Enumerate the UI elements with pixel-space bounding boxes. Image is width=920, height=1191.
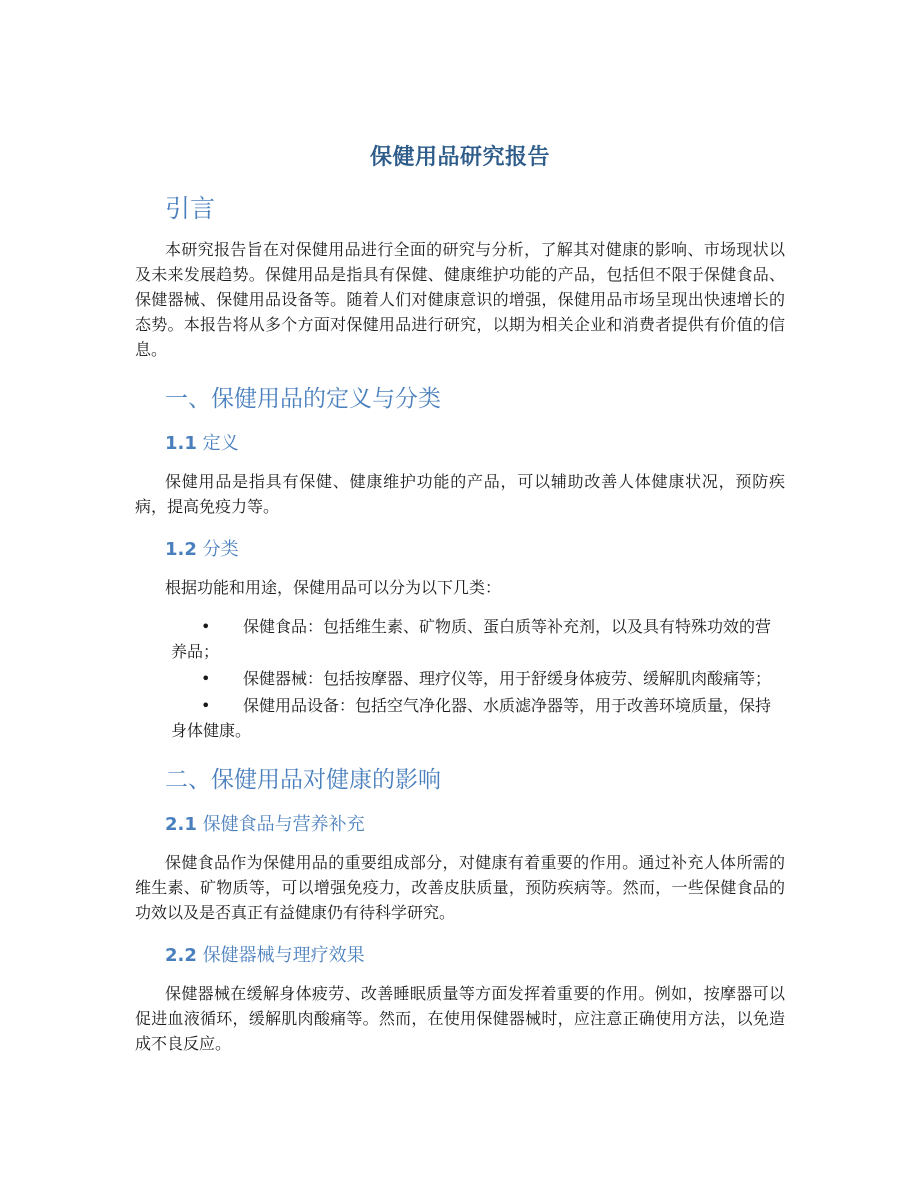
section1-2-heading: [165, 535, 785, 561]
section2-1-paragraph: 保健食品作为保健用品的重要组成部分，对健康有着重要的作用。通过补充人体所需的维生素、矿物质等，可以增强免疫力，改善皮肤质量，预防疾病等。然而，一些保健食品的功效以及是否真正有益健康仍有待科学研究。: [135, 853, 785, 922]
list-item-text: 保健用品设备：包括空气净化器、水质滤净器等，用于改善环境质量，保持身体健康。: [171, 696, 772, 740]
list-item-text: 保健器械：包括按摩器、理疗仪等，用于舒缓身体疲劳、缓解肌肉酸痛等；: [243, 669, 772, 688]
classification-list: [135, 614, 785, 743]
intro-paragraph: 本研究报告旨在对保健用品进行全面的研究与分析，了解其对健康的影响、市场现状以及未来发展趋势。保健用品是指具有保健、健康维护功能的产品，包括但不限于保健食品、保健器械、保健用品设备等。随着人们对健康意识的增强，保健用品市场呈现出快速增长的态势。本报告将从多个方面对保健用品进行研究，以期为相关企业和消费者提供有价值的信息。: [135, 240, 785, 359]
list-item-text: 保健食品：包括维生素、矿物质、蛋白质等补充剂，以及具有特殊功效的营养品；: [171, 617, 772, 661]
section1-1-heading: [165, 429, 785, 455]
section2-2-paragraph: 保健器械在缓解身体疲劳、改善睡眠质量等方面发挥着重要的作用。例如，按摩器可以促进血液循环，缓解肌肉酸痛等。然而，在使用保健器械时，应注意正确使用方法，以免造成不良反应。: [135, 984, 785, 1053]
section1-2-paragraph: 根据功能和用途，保健用品可以分为以下几类：: [165, 578, 502, 597]
section2-2-number: 2.2: [165, 945, 197, 966]
section2-heading: 二、保健用品对健康的影响: [165, 767, 441, 793]
section1-1-number: 1.1: [165, 433, 197, 454]
intro-heading: 引言: [165, 194, 216, 223]
section1-1-paragraph: 保健用品是指具有保健、健康维护功能的产品，可以辅助改善人体健康状况，预防疾病，提高免疫力等。: [135, 472, 785, 516]
list-item: [135, 666, 785, 691]
list-item: [135, 693, 785, 743]
section2-1-heading: [165, 810, 785, 836]
section2-2-title: 保健器械与理疗效果: [202, 945, 365, 966]
section2-1-title: 保健食品与营养补充: [202, 814, 365, 835]
section1-2-title: 分类: [202, 539, 239, 560]
section1-1-title: 定义: [202, 433, 239, 454]
document-body: [135, 140, 785, 1064]
bullet-icon: •: [201, 696, 211, 715]
list-item: [135, 614, 785, 664]
document-title: 保健用品研究报告: [369, 145, 550, 170]
section1-2-number: 1.2: [165, 539, 197, 560]
section2-2-heading: [165, 941, 785, 967]
bullet-icon: •: [201, 617, 211, 636]
section2-1-number: 2.1: [165, 814, 197, 835]
bullet-icon: •: [201, 669, 211, 688]
section1-heading: 一、保健用品的定义与分类: [165, 386, 441, 412]
